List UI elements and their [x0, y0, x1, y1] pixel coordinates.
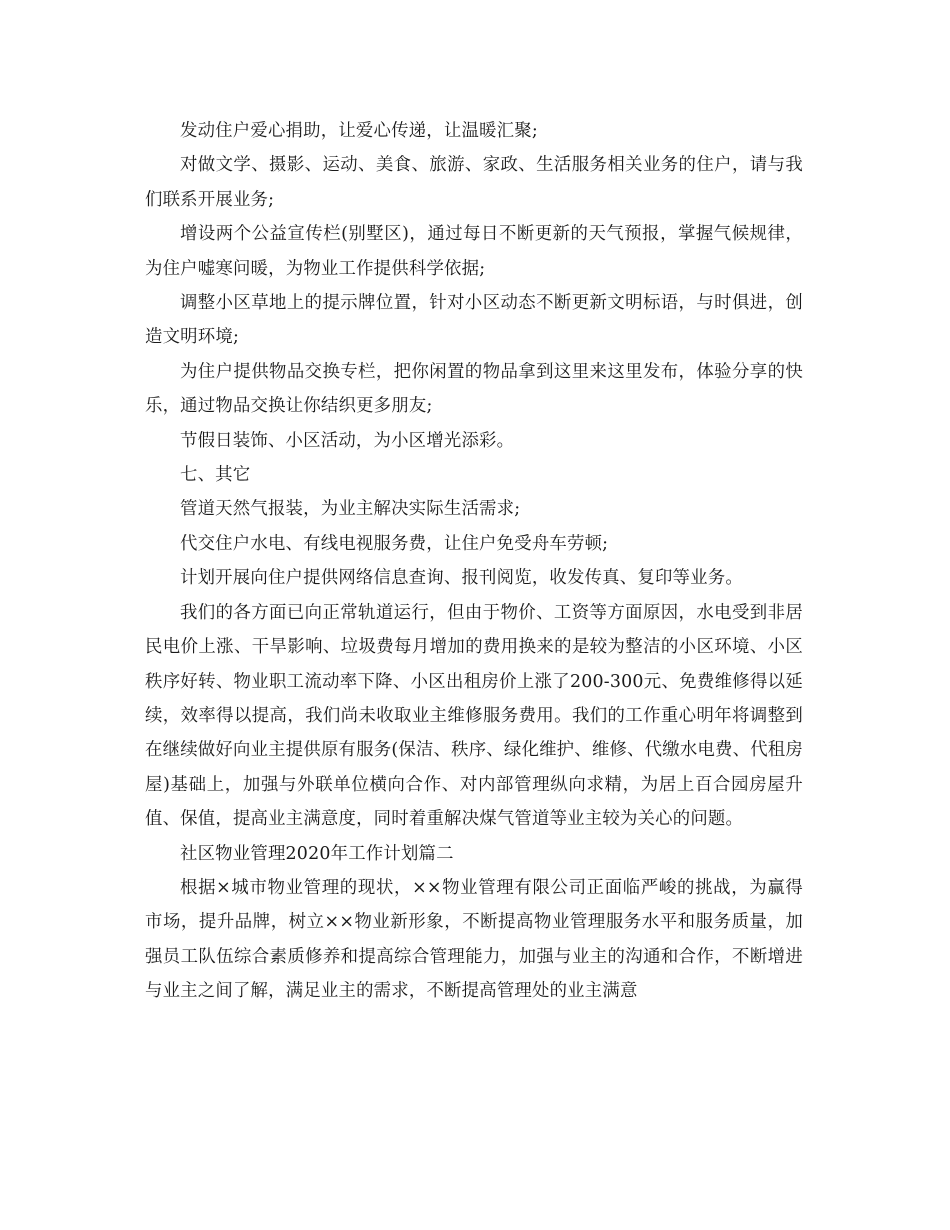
paragraph-info-services: 计划开展向住户提供网络信息查询、报刊阅览，收发传真、复印等业务。 — [180, 568, 743, 589]
paragraph-holiday-decor: 节假日装饰、小区活动，为小区增光添彩。 — [180, 430, 515, 451]
section-heading-other: 七、其它 — [180, 465, 251, 486]
paragraph-bulletin-board: 增设两个公益宣传栏(别墅区)，通过每日不断更新的天气预报，掌握气候规律，为住户嘘寒问暖，为物业工作提供科学依据; — [145, 224, 803, 279]
document-body — [145, 114, 803, 1009]
paragraph-resident-business: 对做文学、摄影、运动、美食、旅游、家政、生活服务相关业务的住户，请与我们联系开展业务; — [145, 155, 803, 210]
paragraph-item-exchange: 为住户提供物品交换专栏，把你闲置的物品拿到这里来这里发布，体验分享的快乐，通过物品交换让你结织更多朋友; — [145, 361, 803, 417]
section-heading-plan-two: 社区物业管理2020年工作计划篇二 — [180, 843, 454, 864]
paragraph-utility-payment: 代交住户水电、有线电视服务费，让住户免受舟车劳顿; — [180, 533, 609, 554]
paragraph-summary: 我们的各方面已向正常轨道运行，但由于物价、工资等方面原因，水电受到非居民电价上涨、干旱影响、垃圾费每月增加的费用换来的是较为整洁的小区环境、小区秩序好转、物业职工流动率下降、小区出租房价上涨了200-300元、免费维修得以延续，效率得以提高，我们尚未收取业主维修服务费用。我们的工作重心明年将调整到在继续做好向业主提供原有服务(保洁、秩序、绿化维护、维修、代缴水电费、代租房屋)基础上，加强与外联单位横向合作、对内部管理纵向求精，为居上百合园房屋升值、保值，提高业主满意度，同时着重解决煤气管道等业主较为关心的问题。 — [145, 602, 803, 830]
paragraph-donation: 发动住户爱心捐助，让爱心传递，让温暖汇聚; — [180, 121, 538, 141]
paragraph-gas-installation: 管道天然气报装，为业主解决实际生活需求; — [180, 499, 521, 520]
paragraph-plan-two-intro: 根据×城市物业管理的现状，××物业管理有限公司正面临严峻的挑战，为赢得市场，提升品牌，树立××物业新形象，不断提高物业管理服务水平和服务质量，加强员工队伍综合素质修养和提高综合管理能力，加强与业主的沟通和合作，不断增进与业主之间了解，满足业主的需求，不断提高管理处的业主满意 — [145, 877, 803, 1002]
paragraph-signage: 调整小区草地上的提示牌位置，针对小区动态不断更新文明标语，与时俱进，创造文明环境; — [145, 293, 803, 348]
